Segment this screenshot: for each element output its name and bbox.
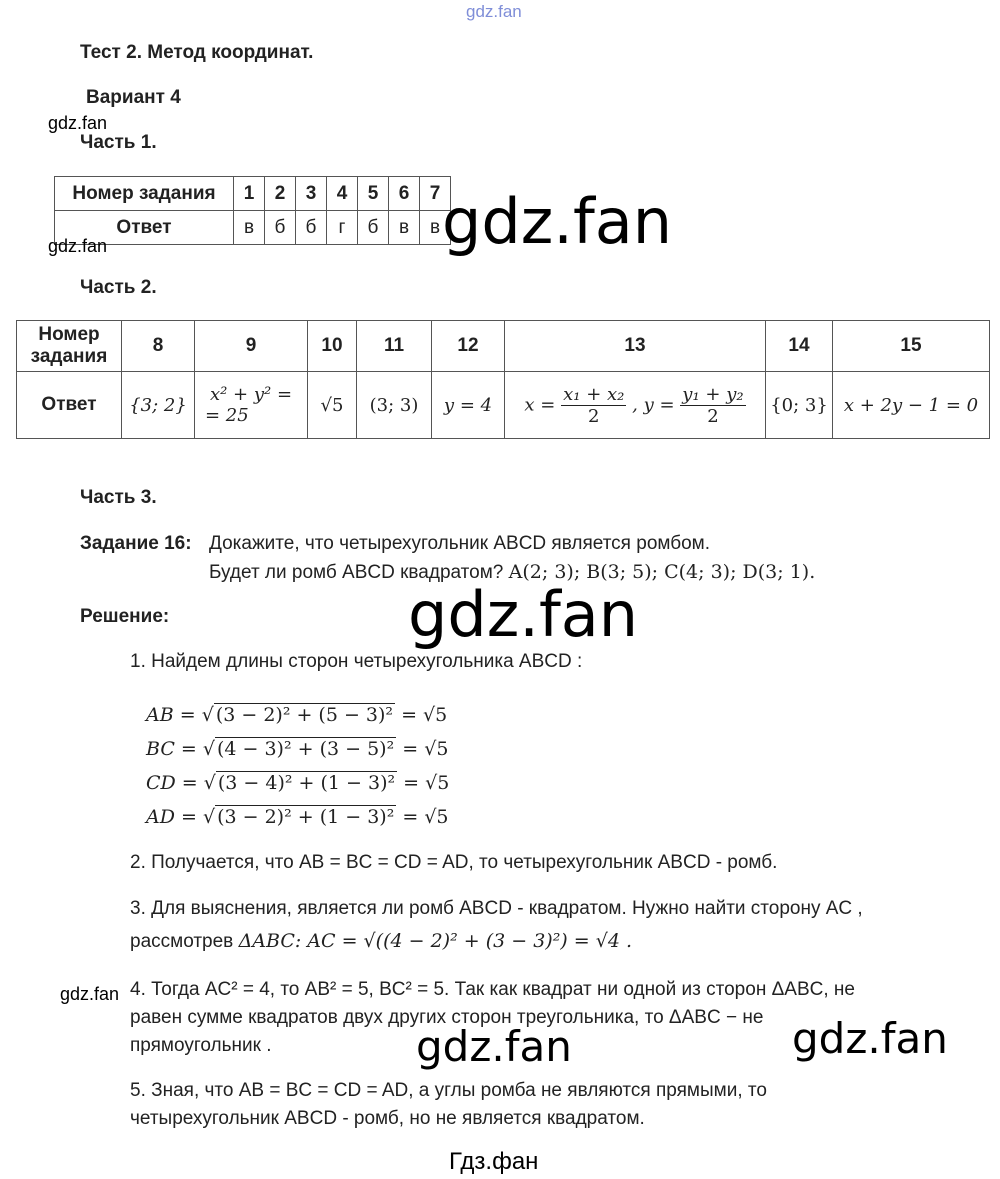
part2-number: 13 <box>505 321 766 372</box>
task-label: Задание 16: <box>80 533 192 554</box>
part2-header-label: Номер задания <box>17 321 122 372</box>
part1-answer: б <box>296 211 327 245</box>
watermark-mid: gdz.fan <box>416 1022 572 1071</box>
watermark-mid: gdz.fan <box>792 1014 948 1063</box>
part2-number: 10 <box>308 321 357 372</box>
part2-number: 11 <box>357 321 432 372</box>
formula-radicand: (4 − 3)² + (3 − 5)² <box>216 738 395 760</box>
answer-13-ynum: y₁ + y₂ <box>682 383 744 405</box>
formula-lhs: CD = <box>146 772 198 794</box>
answer-13-yden: 2 <box>707 405 719 427</box>
answer-12: y = 4 <box>432 372 505 439</box>
watermark-big: gdz.fan <box>408 578 639 651</box>
step-3-line1: 3. Для выяснения, является ли ромб ABCD - квадратом. Нужно найти сторону AC , <box>130 898 863 919</box>
answer-10: √5 <box>308 372 357 439</box>
task-line1: Докажите, что четырехугольник ABCD является ромбом. <box>209 533 711 554</box>
part1-heading: Часть 1. <box>80 132 157 153</box>
formula-lhs: AB = <box>146 704 196 726</box>
step-4-line1: 4. Тогда AC² = 4, то AB² = 5, BC² = 5. Так как квадрат ни одной из сторон ΔABC, не <box>130 979 855 1000</box>
part2-answer-label: Ответ <box>17 372 122 439</box>
part1-answer: в <box>420 211 451 245</box>
part3-heading: Часть 3. <box>80 487 157 508</box>
step-3-math: ΔABC: AC = √((4 − 2)² + (3 − 3)²) = √4 . <box>238 930 632 952</box>
answer-13-xden: 2 <box>588 405 600 427</box>
answer-13-xfrac <box>561 384 626 427</box>
formula-ad: AD = √ (3 − 2)² + (1 − 3)² = √5 <box>146 806 449 828</box>
formula-bc: BC = √ (4 − 3)² + (3 − 5)² = √5 <box>146 738 449 760</box>
formula-ab: AB = √ (3 − 2)² + (5 − 3)² = √5 <box>146 704 448 726</box>
task-points: A(2; 3); B(3; 5); C(4; 3); D(3; 1). <box>508 561 816 583</box>
variant-label: Вариант 4 <box>86 87 181 108</box>
part1-number: 7 <box>420 177 451 211</box>
formula-rhs: = √5 <box>402 806 449 828</box>
part1-header-row <box>55 177 451 211</box>
answer-13-x: x = <box>524 394 556 415</box>
watermark-small: gdz.fan <box>60 984 120 1004</box>
watermark-footer: Гдз.фан <box>449 1148 539 1175</box>
formula-radicand: (3 − 2)² + (1 − 3)² <box>217 806 395 828</box>
part2-number: 8 <box>122 321 195 372</box>
part1-number: 2 <box>265 177 296 211</box>
part1-number: 6 <box>389 177 420 211</box>
answer-8: {3; 2} <box>122 372 195 439</box>
formula-radicand: (3 − 2)² + (5 − 3)² <box>215 704 394 726</box>
answer-13-yfrac <box>680 384 745 427</box>
formula-rhs: = √5 <box>402 738 449 760</box>
answer-14: {0; 3} <box>766 372 833 439</box>
watermark-top: gdz.fan <box>466 2 522 21</box>
part1-answer: г <box>327 211 358 245</box>
answer-9 <box>195 372 308 439</box>
part2-number: 15 <box>833 321 990 372</box>
formula-cd: CD = √ (3 − 4)² + (1 − 3)² = √5 <box>146 772 450 794</box>
step-3-line2 <box>130 930 632 953</box>
step-2: 2. Получается, что AB = BC = CD = AD, то четырехугольник ABCD - ромб. <box>130 852 778 873</box>
part2-heading: Часть 2. <box>80 277 157 298</box>
formula-rhs: = √5 <box>401 704 448 726</box>
part1-answer: б <box>265 211 296 245</box>
part1-answer-row <box>55 211 451 245</box>
part1-answer: в <box>234 211 265 245</box>
task-line2-text: Будет ли ромб ABCD квадратом? <box>209 562 504 583</box>
page-title: Тест 2. Метод координат. <box>80 42 314 63</box>
formula-lhs: BC = <box>146 738 197 760</box>
answer-15: x + 2y − 1 = 0 <box>833 372 990 439</box>
side-length-formulas <box>146 698 449 834</box>
step-4-line2: равен сумме квадратов двух других сторон треугольника, то ΔABC − не <box>130 1007 764 1028</box>
part1-number: 5 <box>358 177 389 211</box>
step-4-line3: прямоугольник . <box>130 1035 272 1056</box>
formula-lhs: AD = <box>146 806 197 828</box>
part2-answer-row <box>17 372 990 439</box>
step-5-line1: 5. Зная, что AB = BC = CD = AD, а углы ромба не являются прямыми, то <box>130 1080 767 1101</box>
part2-number: 14 <box>766 321 833 372</box>
part1-answer-label: Ответ <box>55 211 234 245</box>
answer-9-line1: x² + y² = <box>209 384 293 405</box>
part1-number: 1 <box>234 177 265 211</box>
part2-header-row <box>17 321 990 372</box>
part2-number: 12 <box>432 321 505 372</box>
answer-11: (3; 3) <box>357 372 432 439</box>
formula-rhs: = √5 <box>403 772 450 794</box>
answer-13-xnum: x₁ + x₂ <box>563 383 625 405</box>
formula-radicand: (3 − 4)² + (1 − 3)² <box>217 772 396 794</box>
part1-answer: б <box>358 211 389 245</box>
step-5-line2: четырехугольник ABCD - ромб, но не является квадратом. <box>130 1108 645 1129</box>
part2-answer-table <box>16 320 990 439</box>
part1-number: 3 <box>296 177 327 211</box>
watermark-big: gdz.fan <box>442 185 673 258</box>
answer-13-y: , y = <box>632 394 675 415</box>
answer-9-line2: = 25 <box>205 405 249 426</box>
watermark-small: gdz.fan <box>48 236 108 256</box>
step-1: 1. Найдем длины сторон четырехугольника ABCD : <box>130 651 583 672</box>
part1-number: 4 <box>327 177 358 211</box>
part1-header-label: Номер задания <box>55 177 234 211</box>
part1-answer-table <box>54 176 451 245</box>
solution-label: Решение: <box>80 606 170 627</box>
step-3-text: рассмотрев <box>130 931 234 952</box>
answer-13 <box>505 372 766 439</box>
part1-answer: в <box>389 211 420 245</box>
watermark-small: gdz.fan <box>48 113 108 133</box>
part2-number: 9 <box>195 321 308 372</box>
